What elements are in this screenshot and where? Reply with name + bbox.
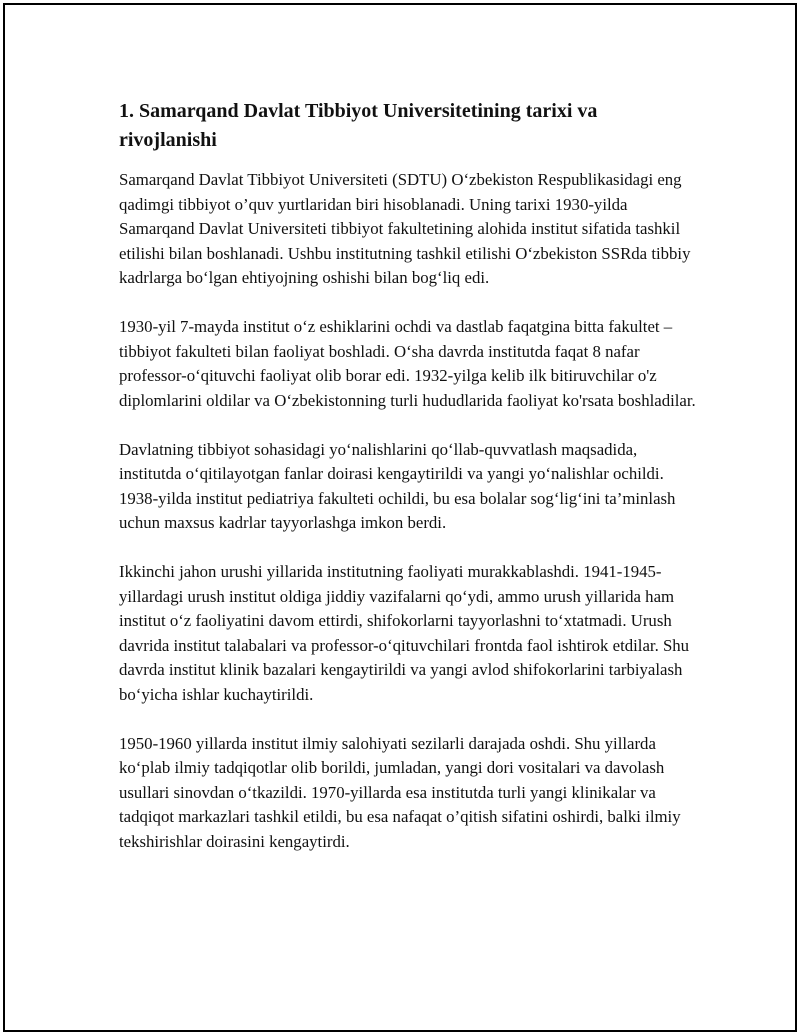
paragraph-expansion: Davlatning tibbiyot sohasidagi yo‘nalishlarini qo‘llab-quvvatlash maqsadida, institutda o‘qitilayotgan fanlar doirasi kengaytirildi va yangi yo‘nalishlar ochildi. 1938-yilda institut pediatriya fakulteti ochildi, bu esa bolalar sog‘lig‘ini ta’minlash uchun maxsus kadrlar tayyorlashga imkon berdi. <box>119 439 676 532</box>
paragraph-war-years: Ikkinchi jahon urushi yillarida institutning faoliyati murakkablashdi. 1941-1945-yillardagi urush institut oldiga jiddiy vazifalarni qo‘ydi, ammo urush yillarida ham institut o‘z faoliyatini davom ettirdi, shifokorlarni tayyorlashni to‘xtatmadi. Urush davrida institut talabalari va professor-o‘qituvchilari frontda faol ishtirok etdilar. Shu davrda institut klinik bazalari kengaytirildi va yangi avlod shifokorlarini tarbiyalash bo‘yicha ishlar kuchaytirildi. <box>119 562 690 704</box>
section-title: 1. Samarqand Davlat Tibbiyot Universitetining tarixi va rivojlanishi <box>119 100 598 151</box>
document-page <box>3 3 797 1032</box>
paragraph-postwar: 1950-1960 yillarda institut ilmiy salohiyati sezilarli darajada oshdi. Shu yillarda ko‘plab ilmiy tadqiqotlar olib borildi, jumladan, yangi dori vositalari va davolash usullari sinovdan o‘tkazildi. 1970-yillarda esa institutda turli yangi klinikalar va tadqiqot markazlari tashkil etildi, bu esa nafaqat o’qitish sifatini oshirdi, balki ilmiy tekshirishlar doirasini kengaytirdi. <box>119 733 681 851</box>
document-content <box>119 97 699 879</box>
paragraph-founding: Samarqand Davlat Tibbiyot Universiteti (SDTU) O‘zbekiston Respublikasidagi eng qadimgi tibbiyot o’quv yurtlaridan biri hisoblanadi. Uning tarixi 1930-yilda Samarqand Davlat Universiteti tibbiyot fakultetining alohida institut sifatida tashkil etilishi bilan boshlanadi. Ushbu institutning tashkil etilishi O‘zbekiston SSRda tibbiy kadrlarga bo‘lgan ehtiyojning oshishi bilan bog‘liq edi. <box>119 170 691 287</box>
paragraph-opening: 1930-yil 7-mayda institut o‘z eshiklarini ochdi va dastlab faqatgina bitta fakultet – tibbiyot fakulteti bilan faoliyat boshladi. O‘sha davrda institutda faqat 8 nafar professor-o‘qituvchi faoliyat olib borar edi. 1932-yilga kelib ilk bitiruvchilar o'z diplomlarini oldilar va O‘zbekistonning turli hududlarida faoliyat ko'rsata boshladilar. <box>119 317 696 410</box>
